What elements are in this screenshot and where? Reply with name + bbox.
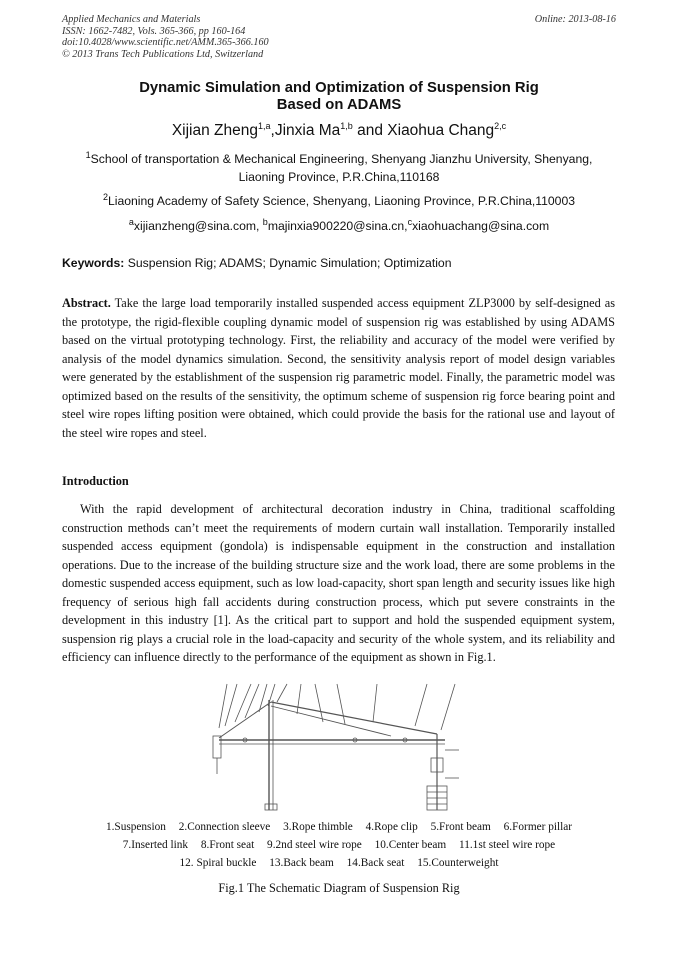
- figure-legend-row-1: [62, 818, 616, 836]
- legend-item: 14.Back seat: [346, 857, 405, 869]
- figure-legend-row-2: [62, 836, 616, 854]
- callout-line: [441, 684, 455, 730]
- affiliation-2-text: Liaoning Academy of Safety Science, Shenyang, Liaoning Province, P.R.China,110003: [107, 194, 576, 208]
- legend-item: 15.Counterweight: [417, 857, 499, 869]
- callout-line: [277, 684, 287, 702]
- author-name: Jinxia Ma: [274, 122, 341, 139]
- introduction-text: With the rapid development of architectural decoration industry in China, traditional scaffolding construction methods can’t meet the requirements of modern curtain wall installation. Temporarily installed suspended access equipment (gondola) is indispensable equipment in the construction and installation operations. Due to the increase of the building structure size and the work load, there are some problems in the domestic suspended access equipment, such as low load-capacity, short span length and security issues like high frequency of serious high fall accidents during construction process, which put severe constraints in the development in this industry [1]. As the critical part to support and hold the suspended equipment system, suspension rig plays a crucial role in the load-capacity and security of the whole system, and its reliability and efficiency can influence directly to the performance of the equipment as shown in Fig.1.: [62, 502, 615, 664]
- callout-line: [415, 684, 427, 726]
- abstract-label: Abstract.: [62, 296, 111, 310]
- author-list: [0, 122, 678, 140]
- author-sep: ,: [270, 122, 275, 139]
- legend-item: 2.Connection sleeve: [178, 821, 271, 833]
- legend-item: 1.Suspension: [105, 821, 166, 833]
- callout-line: [315, 684, 323, 722]
- affiliation-1-line-2: Liaoning Province, P.R.China,110168: [238, 170, 440, 184]
- title-line-1: Dynamic Simulation and Optimization of Suspension Rig: [139, 80, 539, 96]
- legend-item: 6.Former pillar: [503, 821, 573, 833]
- journal-name: Applied Mechanics and Materials: [62, 14, 201, 25]
- author-sup: 1,b: [340, 120, 353, 131]
- keywords-label: Keywords:: [62, 256, 125, 270]
- keywords-text: Suspension Rig; ADAMS; Dynamic Simulation; Optimization: [124, 256, 452, 270]
- legend-item: 7.Inserted link: [122, 839, 189, 851]
- callout-line: [225, 684, 237, 726]
- figure-caption: Fig.1 The Schematic Diagram of Suspension Rig: [218, 881, 460, 895]
- legend-item: 13.Back beam: [269, 857, 334, 869]
- author-sup: 1,a: [257, 120, 271, 131]
- introduction-heading: Introduction: [62, 474, 129, 488]
- affiliation-sup: 2: [102, 191, 108, 202]
- front-seat: [265, 804, 277, 810]
- author-and: and: [352, 122, 388, 139]
- legend-item: 5.Front beam: [430, 821, 491, 833]
- keywords: [62, 256, 451, 270]
- legend-item: 3.Rope thimble: [283, 821, 353, 833]
- suspension-rig-diagram: [205, 678, 475, 814]
- author-sup: 2,c: [494, 120, 507, 131]
- affiliation-1-line-1: School of transportation & Mechanical Engineering, Shenyang Jianzhu University, Shenyang,: [90, 152, 593, 166]
- journal-header: [62, 14, 269, 60]
- callout-line: [219, 684, 227, 728]
- suspension-end: [213, 736, 221, 758]
- callout-line: [337, 684, 345, 724]
- email-a: xijianzheng@sina.com,: [133, 219, 263, 233]
- legend-item: 12. Spiral buckle: [179, 857, 257, 869]
- email-c: xiaohuachang@sina.com: [412, 219, 550, 233]
- author-name: Xiaohua Chang: [387, 122, 495, 139]
- email-sup: c: [407, 216, 413, 227]
- abstract-text: Take the large load temporarily installed suspended access equipment ZLP3000 by self-designed as the prototype, the rigid-flexible coupling dynamic model of suspension rig was established by using ADAMS based on the virtual prototyping technology. First, the reliability and accuracy of the model were verified by analysis of the model dynamics simulation. Second, the sensitivity analysis report of model design variables were generated by the establishment of the suspension rig parametric model. Finally, the parametric model was optimized based on the results of the sensitivity, the optimum scheme of suspension rig force bearing point and steel wire ropes lifting position were obtained, which could provide the basis for the rational use and layout of the steel wire ropes and steel.: [62, 296, 615, 440]
- legend-item: 9.2nd steel wire rope: [267, 839, 362, 851]
- callout-line: [235, 684, 251, 722]
- callout-line: [373, 684, 377, 722]
- abstract: [62, 294, 615, 442]
- title-line-2: Based on ADAMS: [276, 97, 402, 113]
- issn: ISSN: 1662-7482, Vols. 365-366, pp 160-164: [62, 25, 246, 37]
- copyright: © 2013 Trans Tech Publications Ltd, Switzerland: [62, 48, 264, 60]
- email-sup: b: [262, 216, 268, 227]
- affiliation-sup: 1: [85, 149, 91, 160]
- legend-item: 4.Rope clip: [365, 821, 418, 833]
- legend-item: 10.Center beam: [374, 839, 447, 851]
- affiliation-1: [62, 150, 616, 186]
- legend-item: 8.Front seat: [200, 839, 255, 851]
- email-b: majinxia900220@sina.cn,: [267, 219, 408, 233]
- online-date: Online: 2013-08-16: [534, 14, 616, 25]
- callout-line: [245, 684, 259, 718]
- author-name: Xijian Zheng: [171, 122, 258, 139]
- legend-item: 11.1st steel wire rope: [458, 839, 556, 851]
- figure-legend-row-3: [62, 854, 616, 872]
- email-sup: a: [128, 216, 134, 227]
- doi: doi:10.4028/www.scientific.net/AMM.365-366.160: [62, 37, 269, 48]
- steel-wire-rope-1: [271, 702, 437, 734]
- callout-line: [297, 684, 301, 714]
- affiliation-2: [62, 192, 616, 210]
- paper-title: [0, 80, 678, 114]
- email-list: [62, 217, 616, 235]
